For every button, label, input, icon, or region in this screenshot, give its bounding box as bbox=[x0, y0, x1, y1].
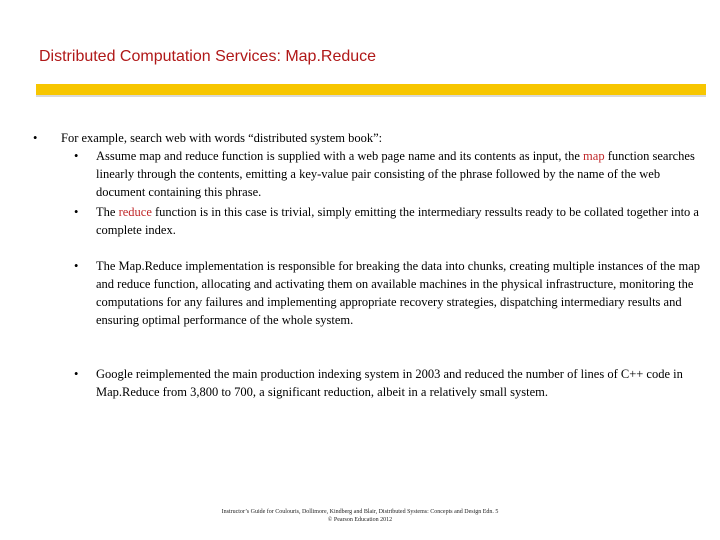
bullet-marker: • bbox=[74, 149, 79, 163]
footer-copyright: © Pearson Education 2012 bbox=[327, 517, 393, 523]
map-suffix: function searches linearly through the contents, emitting a key-value pair consisting of the phrase followed by the name of the web document containing this phrase. bbox=[96, 149, 695, 199]
bullet-google: Google reimplemented the main production indexing system in 2003 and reduced the number of lines of C++ code in Map.Reduce from 3,800 to 700, a significant reduction, albeit in a relatively small system. bbox=[96, 367, 683, 399]
reduce-keyword: reduce bbox=[118, 205, 152, 219]
bullet-reduce-function bbox=[96, 203, 700, 239]
bullet-marker: • bbox=[74, 205, 79, 219]
bullet-marker: • bbox=[74, 259, 79, 273]
bullet-marker: • bbox=[33, 131, 38, 145]
map-prefix: Assume map and reduce function is supplied with a web page name and its contents as input, the bbox=[96, 149, 580, 163]
slide-title: Distributed Computation Services: Map.Reduce bbox=[39, 48, 377, 65]
bullet-example: For example, search web with words “distributed system book”: bbox=[61, 131, 383, 145]
bullet-map-function bbox=[96, 147, 700, 201]
bullet-marker: • bbox=[74, 367, 79, 381]
reduce-suffix: function is in this case is trivial, simply emitting the intermediary ressults ready to be collated together into a complete index. bbox=[96, 205, 699, 237]
reduce-prefix: The bbox=[96, 205, 119, 219]
map-keyword: map bbox=[583, 149, 605, 163]
footer-citation: Instructor’s Guide for Coulouris, Dollimore, Kindberg and Blair, Distributed Systems: Concepts and Design Edn. 5 bbox=[221, 509, 499, 515]
bullet-implementation: The Map.Reduce implementation is responsible for breaking the data into chunks, creating multiple instances of the map and reduce function, allocating and activating them on available machines in the physical infrastructure, monitoring the computations for any failures and implementing appropriate recovery strategies, dispatching intermediary results and ensuring optimal performance of the whole system. bbox=[96, 259, 700, 327]
slide-footer bbox=[140, 508, 580, 524]
